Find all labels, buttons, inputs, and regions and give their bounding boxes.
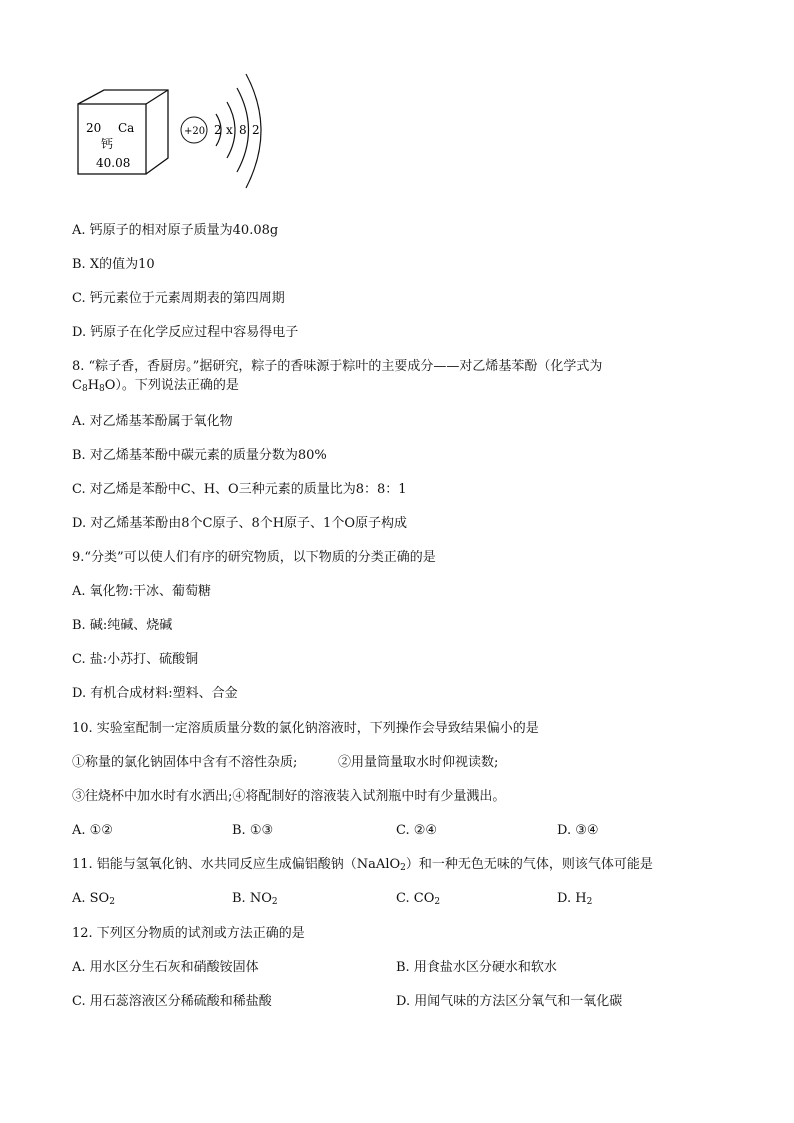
q10-item-1: ①称量的氯化钠固体中含有不溶性杂质; (72, 755, 298, 770)
q10-item-2: ②用量筒量取水时仰视读数; (338, 755, 499, 770)
q8-stem-line1: 8. “粽子香，香厨房。”据研究，粽子的香味源于粽叶的主要成分——对乙烯基苯酚（化学式为 (72, 359, 603, 374)
q11-stem-pre: 11. 铝能与氢氧化钠、水共同反应生成偏铝酸钠（NaAlO (72, 857, 401, 872)
q11-option-d-text: D. H (557, 891, 587, 906)
q8-option-a: A. 对乙烯基苯酚属于氧化物 (72, 414, 233, 429)
q11-option-b-text: B. NO (232, 891, 272, 906)
q11-option-d-sub: 2 (586, 897, 593, 907)
atomic-mass: 40.08 (96, 156, 131, 170)
q9-option-d: D. 有机合成材料:塑料、合金 (72, 686, 238, 701)
q10-option-b: B. ①③ (232, 823, 274, 838)
q12-option-a: A. 用水区分生石灰和硝酸铵固体 (72, 960, 259, 975)
q7-option-d: D. 钙原子在化学反应过程中容易得电子 (72, 325, 299, 340)
shell-electrons-3: 8 (239, 123, 247, 137)
element-name: 钙 (101, 137, 114, 151)
shell-electrons-1: 2 (214, 123, 222, 137)
element-number: 20 (86, 121, 102, 135)
q11-stem-post: ）和一种无色无味的气体，则该气体可能是 (405, 857, 653, 872)
q8-option-d: D. 对乙烯基苯酚由8个C原子、8个H原子、1个O原子构成 (72, 516, 407, 531)
q11-stem (72, 856, 653, 874)
q7-option-a: A. 钙原子的相对原子质量为40.08g (72, 223, 279, 238)
q11-option-c-text: C. CO (396, 891, 435, 906)
q11-stem-sub: 2 (400, 863, 406, 873)
q8-option-b: B. 对乙烯基苯酚中碳元素的质量分数为80% (72, 448, 327, 463)
q7-option-c: C. 钙元素位于元素周期表的第四周期 (72, 291, 285, 306)
q8-formula-h: H (87, 378, 100, 393)
atom-diagram (181, 74, 261, 188)
calcium-figure (76, 70, 296, 195)
q8-formula-tail: O）。下列说法正确的是 (104, 378, 239, 393)
q11-option-a-text: A. SO (72, 891, 110, 906)
q8-stem-line2 (72, 377, 239, 395)
q11-option-d (557, 890, 592, 908)
q10-option-d: D. ③④ (557, 823, 599, 838)
q10-option-c: C. ②④ (396, 823, 438, 838)
q8-formula-c-sub: 8 (81, 384, 88, 394)
q10-stem: 10. 实验室配制一定溶质质量分数的氯化钠溶液时，下列操作会导致结果偏小的是 (72, 721, 539, 736)
q11-option-c (396, 890, 440, 908)
q12-option-b: B. 用食盐水区分硬水和软水 (396, 960, 557, 975)
q12-option-c: C. 用石蕊溶液区分稀硫酸和稀盐酸 (72, 994, 272, 1009)
q11-option-a-sub: 2 (109, 897, 115, 907)
q11-option-c-sub: 2 (434, 897, 441, 907)
q8-formula-h-sub: 8 (99, 384, 105, 394)
shell-electrons-4: 2 (252, 123, 260, 137)
q11-option-b-sub: 2 (271, 897, 278, 907)
nucleus-charge: +20 (184, 126, 206, 137)
q7-option-b: B. X的值为10 (72, 257, 155, 272)
q12-stem: 12. 下列区分物质的试剂或方法正确的是 (72, 926, 305, 941)
q9-option-c: C. 盐:小苏打、硫酸铜 (72, 652, 199, 667)
q10-option-a: A. ①② (72, 823, 113, 838)
q12-option-d: D. 用闻气味的方法区分氧气和一氧化碳 (396, 994, 623, 1009)
q11-option-a (72, 890, 115, 908)
element-symbol: Ca (118, 121, 135, 135)
q10-item-3: ③往烧杯中加水时有水洒出;④将配制好的溶液装入试剂瓶中时有少量溅出。 (72, 789, 506, 804)
q9-option-a: A. 氧化物:干冰、葡萄糖 (72, 584, 212, 599)
q8-option-c: C. 对乙烯是苯酚中C、H、O三种元素的质量比为8：8：1 (72, 482, 407, 497)
shell-electrons-2: x (226, 123, 233, 137)
q11-option-b (232, 890, 278, 908)
q9-option-b: B. 碱:纯碱、烧碱 (72, 618, 173, 633)
q9-stem: 9.“分类”可以使人们有序的研究物质，以下物质的分类正确的是 (72, 550, 436, 565)
q8-formula-c: C (72, 378, 82, 393)
